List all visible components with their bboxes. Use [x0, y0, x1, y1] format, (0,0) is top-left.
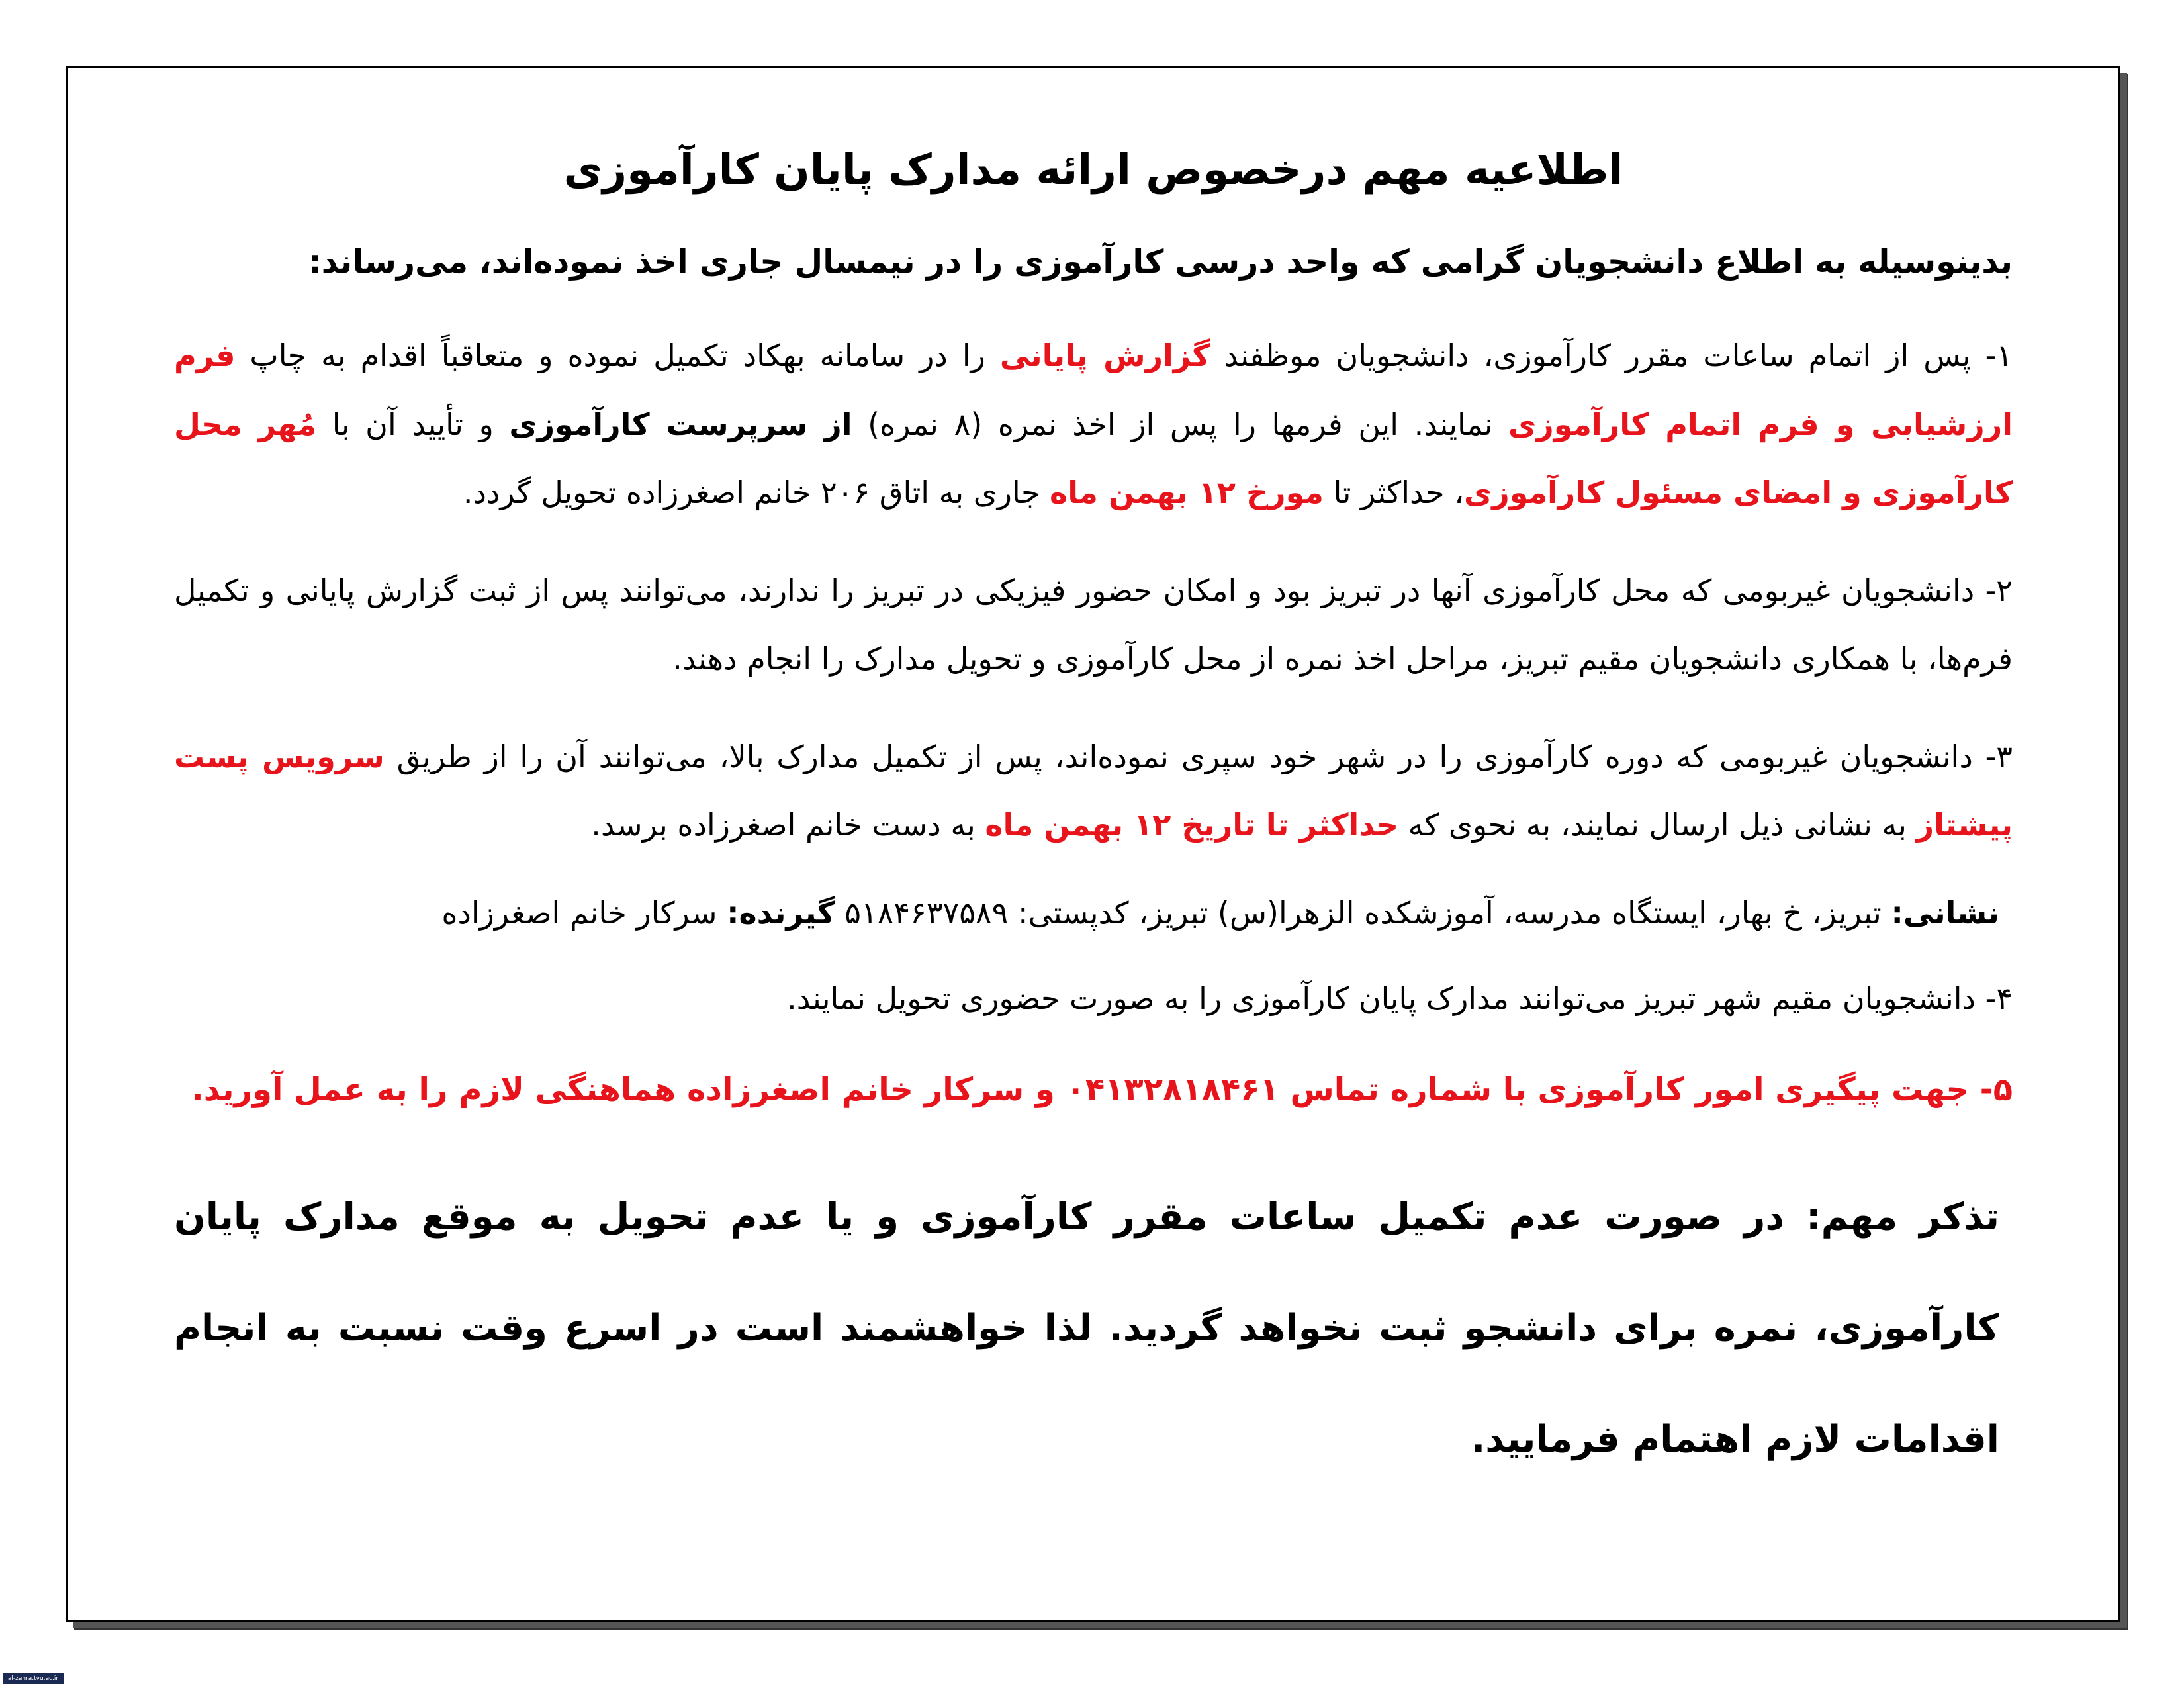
address-label: نشانی: [1891, 894, 1999, 931]
item-3-text: ۳- دانشجویان غیربومی که دوره کارآموزی را در شهر خود سپری نموده‌اند، پس از تکمیل مدارک بالا، می‌توانند آن را از طریق [384, 738, 2013, 774]
item-3-text: به نشانی ذیل ارسال نمایند، به نحوی که [1398, 807, 1917, 843]
recipient-name: سرکار خانم اصغرزاده [441, 894, 727, 931]
item-1-text: ۱- پس از اتمام ساعات مقرر کارآموزی، دانشجویان موظفند [1210, 338, 2013, 374]
address-line [174, 889, 2013, 938]
item-2: ۲- دانشجویان غیربومی که محل کارآموزی آنها در تبریز بود و امکان حضور فیزیکی در تبریز را ندارند، می‌توانند پس از ثبت گزارش پایانی و تکمیل فرم‌ها، با همکاری دانشجویان مقیم تبریز، مراحل اخذ نمره از محل کارآموزی و تحویل مدارک را انجام دهند. [174, 572, 2013, 677]
item-4: ۴- دانشجویان مقیم شهر تبریز می‌توانند مدارک پایان کارآموزی را به صورت حضوری تحویل نمایند. [787, 980, 2013, 1017]
express-post-highlight: سرویس پست پیشتاز [174, 738, 2013, 843]
intro-text: بدینوسیله به اطلاع دانشجویان گرامی که واحد درسی کارآموزی را در نیمسال جاری اخذ نموده‌اند، می‌رساند: [308, 242, 2013, 281]
item-1-text: جاری به اتاق ۲۰۶ خانم اصغرزاده تحویل گردد. [463, 475, 1050, 511]
deadline-highlight: حداکثر تا تاریخ ۱۲ بهمن ماه [985, 807, 1399, 843]
notice-title: اطلاعیه مهم درخصوص ارائه مدارک پایان کارآموزی [563, 146, 1623, 195]
item-1-text: و تأیید آن با [316, 406, 510, 442]
item-3 [174, 723, 2013, 860]
item-1-text: ، حداکثر تا [1323, 475, 1465, 511]
site-logo: al-zahra.tvu.ac.ir [3, 1673, 64, 1684]
notice-content [174, 141, 2013, 1495]
important-note: تذکر مهم: در صورت عدم تکمیل ساعات مقرر کارآموزی و یا عدم تحویل به موقع مدارک پایان کارآموزی، نمره برای دانشجو ثبت نخواهد گردید. لذا خواهشمند است در اسرع وقت نسبت به انجام اقدامات لازم اهتمام فرمایید. [174, 1195, 1999, 1461]
address-text: تبریز، خ بهار، ایستگاه مدرسه، آموزشکده الزهرا(س) تبریز، کدپستی: ۵۱۸۴۶۳۷۵۸۹ [835, 894, 1891, 931]
forms-highlight: فرم ارزشیابی و فرم اتمام کارآموزی [174, 338, 2013, 442]
notice-frame [66, 66, 2120, 1622]
item-1 [174, 322, 2013, 528]
final-report-highlight: گزارش پایانی [999, 338, 1210, 374]
recipient-label: گیرنده: [727, 894, 835, 931]
item-1-text: را در سامانه بهکاد تکمیل نموده و متعاقباً اقدام به چاپ [235, 338, 1000, 374]
item-3-text: به دست خانم اصغرزاده برسد. [591, 807, 985, 843]
item-1-text: نمایند. این فرمها را پس از اخذ نمره (۸ نمره) [852, 406, 1509, 442]
supervisor-bold: از سرپرست کارآموزی [509, 406, 852, 442]
item-5: ۵- جهت پیگیری امور کارآموزی با شماره تماس ۰۴۱۳۲۸۱۸۴۶۱ و سرکار خانم اصغرزاده هماهنگی لازم را به عمل آورید. [191, 1070, 2013, 1108]
stamp-signature-highlight: مُهر محل کارآموزی و امضای مسئول کارآموزی [174, 406, 2013, 511]
deadline-highlight: مورخ ۱۲ بهمن ماه [1050, 475, 1324, 511]
